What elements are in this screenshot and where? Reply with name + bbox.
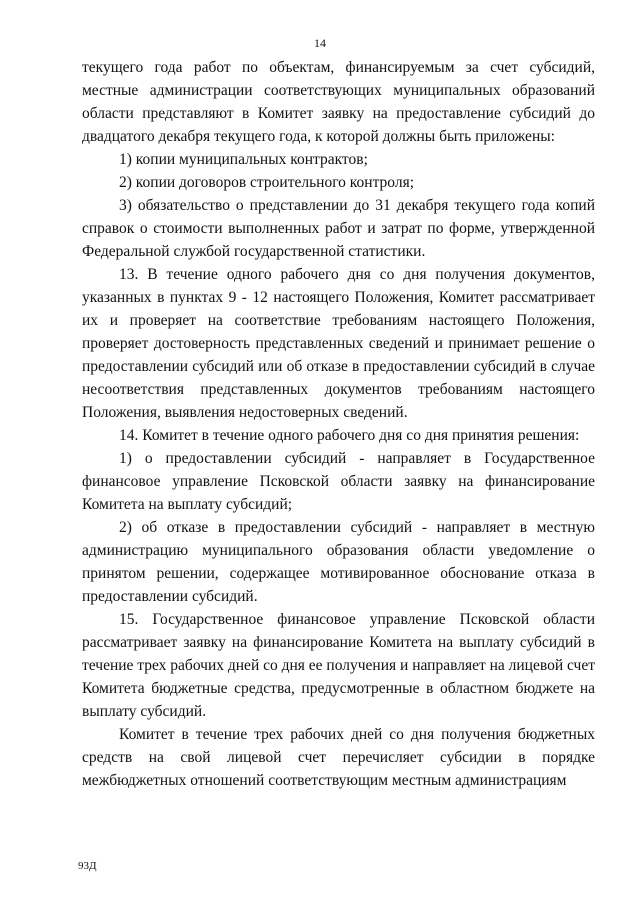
list-item-contracts: 1) копии муниципальных контрактов; <box>119 151 368 168</box>
page-number: 14 <box>314 36 326 50</box>
paragraph-clause-13: 13. В течение одного рабочего дня со дня получения документов, указанных в пунктах 9 - 12 настоящего Положения, Комитет рассматривает их и проверяет на соответствие требованиям настоящего Положения, проверяет достоверность представленных сведений и принимает решение о предоставлении субсидий или об отказе в предоставлении субсидий в случае несоответствия представленных документов требованиям настоящего Положения, выявления недостоверных сведений. <box>82 266 595 421</box>
list-item-approval: 1) о предоставлении субсидий - направляет в Государственное финансовое управление Псковской области заявку на финансирование Комитета на выплату субсидий; <box>82 450 595 513</box>
paragraph-clause-15: 15. Государственное финансовое управление Псковской области рассматривает заявку на финансирование Комитета на выплату субсидий в течение трех рабочих дней со дня ее получения и направляет на лицевой счет Комитета бюджетные средства, предусмотренные в областном бюджете на выплату субсидий. <box>82 611 596 720</box>
list-item-obligation: 3) обязательство о представлении до 31 декабря текущего года копий справок о стоимости выполненных работ и затрат по форме, утвержденной Федеральной службой государственной статистики. <box>82 197 595 260</box>
footer-code: 93Д <box>78 860 97 872</box>
paragraph-continuation: текущего года работ по объектам, финансируемым за счет субсидий, местные администрации соответствующих муниципальных образований области представляют в Комитет заявку на предоставление субсидий до двадцатого декабря текущего года, к которой должны быть приложены: <box>82 59 595 145</box>
paragraph-clause-14: 14. Комитет в течение одного рабочего дня со дня принятия решения: <box>119 427 580 444</box>
paragraph-transfer: Комитет в течение трех рабочих дней со дня получения бюджетных средств на свой лицевой счет перечисляет субсидии в порядке межбюджетных отношений соответствующим местным администрациям <box>82 726 595 789</box>
list-item-construction-control: 2) копии договоров строительного контроля; <box>119 174 415 191</box>
list-item-refusal: 2) об отказе в предоставлении субсидий - направляет в местную администрацию муниципального образования области уведомление о принятом решении, содержащее мотивированное обоснование отказа в предоставлении субсидий. <box>82 519 595 605</box>
document-body <box>82 56 595 792</box>
